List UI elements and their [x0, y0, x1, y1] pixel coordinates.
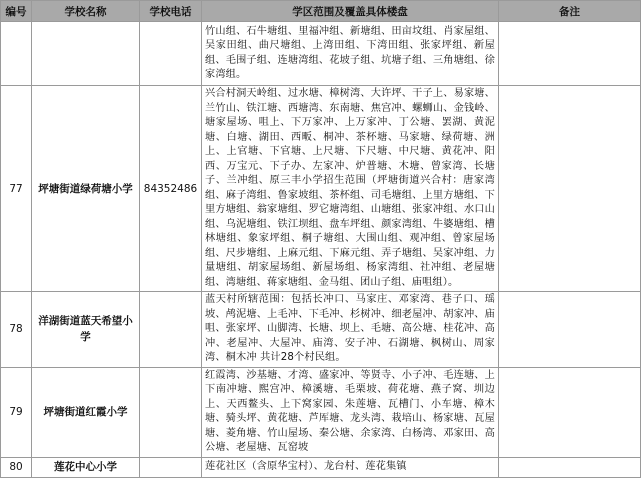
table-header: [1, 1, 641, 22]
scope-text: 红霞湾、沙基塘、才湾、盛家冲、等贤寺、小子冲、毛连塘、上下南冲塘、熙宫冲、樟溪塘、毛栗坡、荷花塘、燕子窝、圳边上、天西鳌头、上下窝家园、朱莲塘、瓦槽门、小车塘、樟木塘、骑头坪、黄花塘、芦厍塘、龙头湾、栽培山、杨家塘、瓦屋塘、菱角塘、竹山屋场、秦公塘、余家湾、白杨湾、邓家田、高公塘、老屋塘、瓦窑坡: [205, 369, 495, 453]
row-school-phone: [140, 292, 202, 368]
row-district-scope: [202, 22, 499, 86]
row-remarks: [499, 292, 641, 368]
header-number: 编号: [1, 1, 32, 22]
scope-text: 蓝天村所辖范围：包括长冲口、马家庄、邓家湾、巷子口、瑶坡、鸬泥塘、上毛冲、下毛冲、杉树冲、细老屋冲、胡家冲、庙咀、张家坪、山脚湾、长塘、坝上、毛塘、高公塘、桂花冲、高冲、老屋冲、大屋冲、庙湾、安子冲、石湖塘、枫树山、周家湾、桐木冲 共计28个村民组。: [205, 294, 495, 363]
row-remarks: [499, 367, 641, 457]
row-number: 79: [1, 367, 32, 457]
row-school-name: 坪塘街道绿荷塘小学: [32, 86, 140, 292]
row-school-phone: [140, 457, 202, 477]
scope-text: 竹山组、石牛塘组、里福冲组、新塘组、田亩坟组、肖家屋组、吴家田组、曲尺塘组、上湾田组、下湾田组、张家坪组、新屋组、毛围子组、连塘湾组、花坡子组、坑塘子组、三角塘组、徐家湾组。: [205, 25, 495, 80]
row-school-phone: [140, 22, 202, 86]
row-district-scope: [202, 457, 499, 477]
header-remarks: 备注: [499, 1, 641, 22]
table-row: [1, 457, 641, 477]
table-row: [1, 367, 641, 457]
row-number: [1, 22, 32, 86]
row-number: 80: [1, 457, 32, 477]
row-remarks: [499, 22, 641, 86]
table-row: [1, 292, 641, 368]
table-row: [1, 22, 641, 86]
row-number: 78: [1, 292, 32, 368]
scope-text: 兴合村洞天岭组、过水塘、樟树湾、大许坪、干子上、易家塘、兰竹山、铁江塘、西塘湾、东南塘、焦宫冲、螺蛳山、金钱岭、塘家屋场、咀上、下万家冲、上万家冲、丁公塘、罢湖、黄泥塘、白塘、湖田、西畈、桐冲、茶杯塘、马家塘、绿荷塘、洲上、上官塘、下官塘、上尺塘、下尺塘、中尺塘、黄花冲、阳西、万宝元、下子办、左家冲、炉普塘、木塘、曾家湾、长塘子、兰冲组、原三丰小学招生范围（坪塘街道兴合村：唐家湾组、麻子湾组、鲁家坡组、茶杯组、司毛塘组、上里方塘组、下里方塘组、翁家塘组、罗它塘湾组、山塘组、张家冲组、水口山组、乌泥塘组、铁江坝组、盘车坪组、颜家湾组、牛婆塘组、槽林塘组、象家坪组、桐子塘组、大围山组、观冲组、曾家屋场组、尺步塘组、上麻元组、下麻元组、弄子塘组、吴家冲组、力量塘组、胡家屋场组、新屋场组、杨家湾组、社冲组、老屋塘组、湾塘组、蒋家塘组、金马组、团山子组、庙咀组）。: [205, 88, 495, 288]
row-school-phone: [140, 367, 202, 457]
row-school-name: 莲花中心小学: [32, 457, 140, 477]
header-school-phone: 学校电话: [140, 1, 202, 22]
row-school-phone: 84352486: [140, 86, 202, 292]
row-district-scope: [202, 292, 499, 368]
header-school-name: 学校名称: [32, 1, 140, 22]
header-row: [1, 1, 641, 22]
row-district-scope: [202, 86, 499, 292]
table-body: [1, 22, 641, 478]
header-district-scope: 学区范围及覆盖具体楼盘: [202, 1, 499, 22]
table-row: [1, 86, 641, 292]
row-remarks: [499, 457, 641, 477]
row-remarks: [499, 86, 641, 292]
row-district-scope: [202, 367, 499, 457]
row-school-name: [32, 22, 140, 86]
row-school-name: 洋湖街道蓝天希望小学: [32, 292, 140, 368]
row-number: 77: [1, 86, 32, 292]
scope-text: 莲花社区（含原华宝村）、龙台村、莲花集镇: [205, 460, 407, 472]
row-school-name: 坪塘街道红霞小学: [32, 367, 140, 457]
